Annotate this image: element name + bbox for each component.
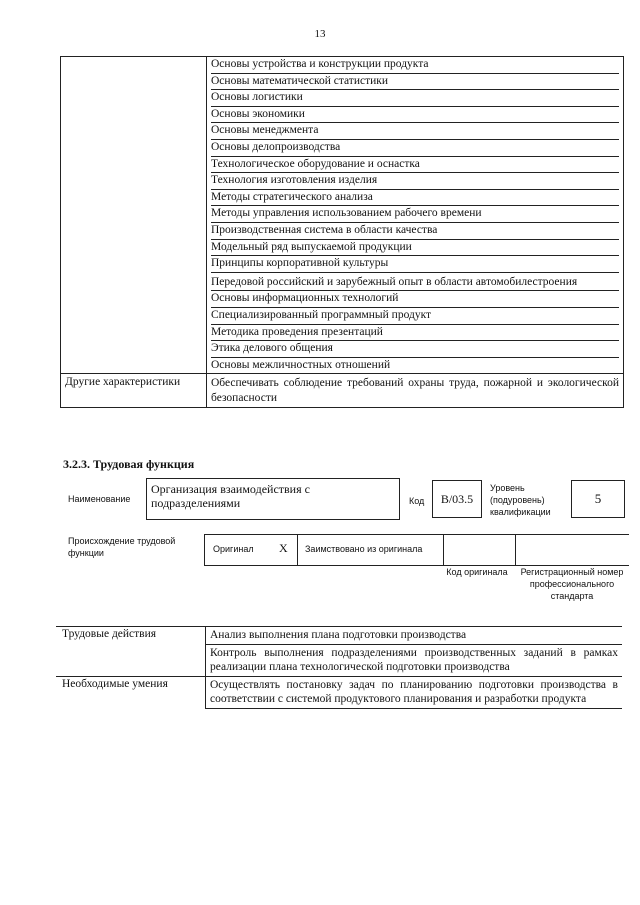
origin-divider bbox=[443, 535, 444, 565]
original-mark: X bbox=[279, 541, 288, 555]
other-characteristics-text: Обеспечивать соблюдение требований охраны труда, пожарной и экологической безопасности bbox=[211, 377, 619, 404]
labor-actions-label: Трудовые действия bbox=[56, 627, 206, 676]
knowledge-item: Передовой российский и зарубежный опыт в области автомобилестроения bbox=[211, 273, 619, 292]
knowledge-table bbox=[60, 56, 624, 408]
knowledge-item: Технологическое оборудование и оснастка bbox=[211, 157, 619, 174]
skills-label: Необходимые умения bbox=[56, 677, 206, 709]
knowledge-row bbox=[61, 57, 623, 374]
labor-action-item: Анализ выполнения плана подготовки производства bbox=[206, 627, 622, 645]
knowledge-item: Принципы корпоративной культуры bbox=[211, 256, 619, 273]
page-number: 13 bbox=[314, 28, 326, 40]
labor-function-table bbox=[56, 626, 622, 709]
knowledge-item: Основы делопроизводства bbox=[211, 140, 619, 157]
origin-box bbox=[204, 534, 629, 566]
origin-divider bbox=[297, 535, 298, 565]
knowledge-item: Методы управления использованием рабочего времени bbox=[211, 206, 619, 223]
skill-item: Осуществлять постановку задач по планированию подготовки производства в соответствии с системой продуктового планирования и разработки продукта bbox=[206, 677, 622, 709]
knowledge-item: Основы логистики bbox=[211, 90, 619, 107]
name-label: Наименование bbox=[68, 494, 131, 504]
labor-actions-list bbox=[206, 627, 622, 676]
knowledge-left-cell bbox=[61, 57, 207, 373]
knowledge-item: Специализированный программный продукт bbox=[211, 308, 619, 325]
knowledge-item: Основы математической статистики bbox=[211, 74, 619, 91]
original-label: Оригинал bbox=[213, 544, 254, 554]
knowledge-item: Основы экономики bbox=[211, 107, 619, 124]
knowledge-item: Этика делового общения bbox=[211, 341, 619, 358]
knowledge-item: Методика проведения презентаций bbox=[211, 325, 619, 342]
knowledge-item: Основы информационных технологий bbox=[211, 291, 619, 308]
reg-number-caption: Регистрационный номер профессионального стандарта bbox=[520, 567, 624, 601]
knowledge-item: Производственная система в области качества bbox=[211, 223, 619, 240]
origin-label: Происхождение трудовой функции bbox=[68, 536, 176, 558]
function-name-field: Организация взаимодействия с подразделениями bbox=[146, 478, 400, 520]
knowledge-item: Методы стратегического анализа bbox=[211, 190, 619, 207]
knowledge-list bbox=[207, 57, 623, 373]
code-field: B/03.5 bbox=[432, 480, 482, 518]
knowledge-item: Основы менеджмента bbox=[211, 123, 619, 140]
knowledge-item: Основы межличностных отношений bbox=[211, 358, 391, 371]
code-label: Код bbox=[409, 496, 425, 506]
code-original-caption: Код оригинала bbox=[446, 567, 508, 577]
labor-actions-row bbox=[56, 627, 622, 677]
other-characteristics-label: Другие характеристики bbox=[61, 374, 207, 407]
skills-list bbox=[206, 677, 622, 709]
origin-divider bbox=[515, 535, 516, 565]
other-characteristics-row bbox=[61, 374, 623, 408]
level-label: Уровень (подуровень) квалификации bbox=[490, 483, 551, 517]
knowledge-item: Модельный ряд выпускаемой продукции bbox=[211, 240, 619, 257]
section-title: 3.2.3. Трудовая функция bbox=[63, 457, 195, 471]
knowledge-item: Основы устройства и конструкции продукта bbox=[211, 57, 619, 74]
knowledge-item: Технология изготовления изделия bbox=[211, 173, 619, 190]
borrowed-label: Заимствовано из оригинала bbox=[305, 544, 423, 554]
labor-action-item: Контроль выполнения подразделениями производственных заданий в рамках реализации плана технологической подготовки производства bbox=[210, 646, 618, 673]
skills-row bbox=[56, 677, 622, 709]
level-field: 5 bbox=[571, 480, 625, 518]
